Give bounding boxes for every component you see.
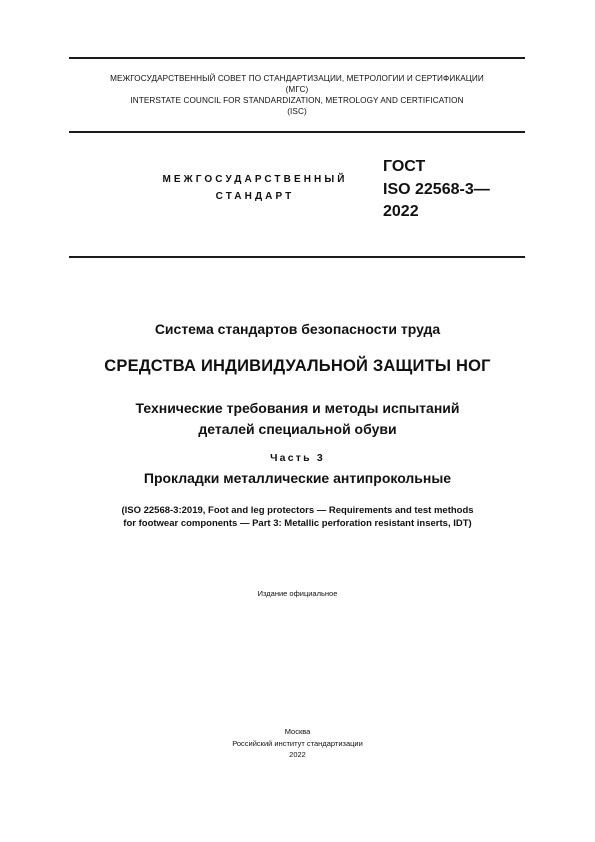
council-name-ru: МЕЖГОСУДАРСТВЕННЫЙ СОВЕТ ПО СТАНДАРТИЗАЦИИ, МЕТРОЛОГИИ И СЕРТИФИКАЦИИ [110,74,484,83]
top-rule [69,57,525,59]
imprint-city: Москва [284,727,311,736]
standard-code-line2: ISO 22568-3— [383,180,490,198]
header-bottom-rule [69,256,525,258]
council-rule [69,131,525,133]
subtitle-line1: Технические требования и методы испытаний [135,400,460,416]
council-abbr-ru: (МГС) [285,85,309,94]
standard-type-line1: МЕЖГОСУДАРСТВЕННЫЙ [162,174,348,185]
iso-reference-line1: (ISO 22568-3:2019, Foot and leg protectors — Requirements and test methods [121,505,474,516]
edition-label: Издание официальное [257,589,338,598]
standard-type-line2: СТАНДАРТ [215,191,295,202]
main-title: СРЕДСТВА ИНДИВИДУАЛЬНОЙ ЗАЩИТЫ НОГ [104,357,491,375]
subtitle [20,398,575,440]
iso-reference [20,504,575,530]
part-title: Прокладки металлические антипрокольные [143,470,452,486]
standard-code [383,156,490,224]
council-abbr-en: (ISC) [287,107,307,116]
imprint [20,726,575,761]
standard-code-line3: 2022 [383,203,419,220]
council-name-en: INTERSTATE COUNCIL FOR STANDARDIZATION, METROLOGY AND CERTIFICATION [130,96,464,105]
series-title: Система стандартов безопасности труда [154,321,441,337]
part-number: Часть 3 [270,452,325,464]
standard-code-line1: ГОСТ [383,158,426,175]
council-header [69,73,525,117]
imprint-year: 2022 [289,750,306,759]
iso-reference-line2: for footwear components — Part 3: Metallic perforation resistant inserts, IDT) [123,518,472,529]
standard-type [120,171,390,205]
subtitle-line2: деталей специальной обуви [198,421,397,437]
imprint-publisher: Российский институт стандартизации [232,738,363,748]
